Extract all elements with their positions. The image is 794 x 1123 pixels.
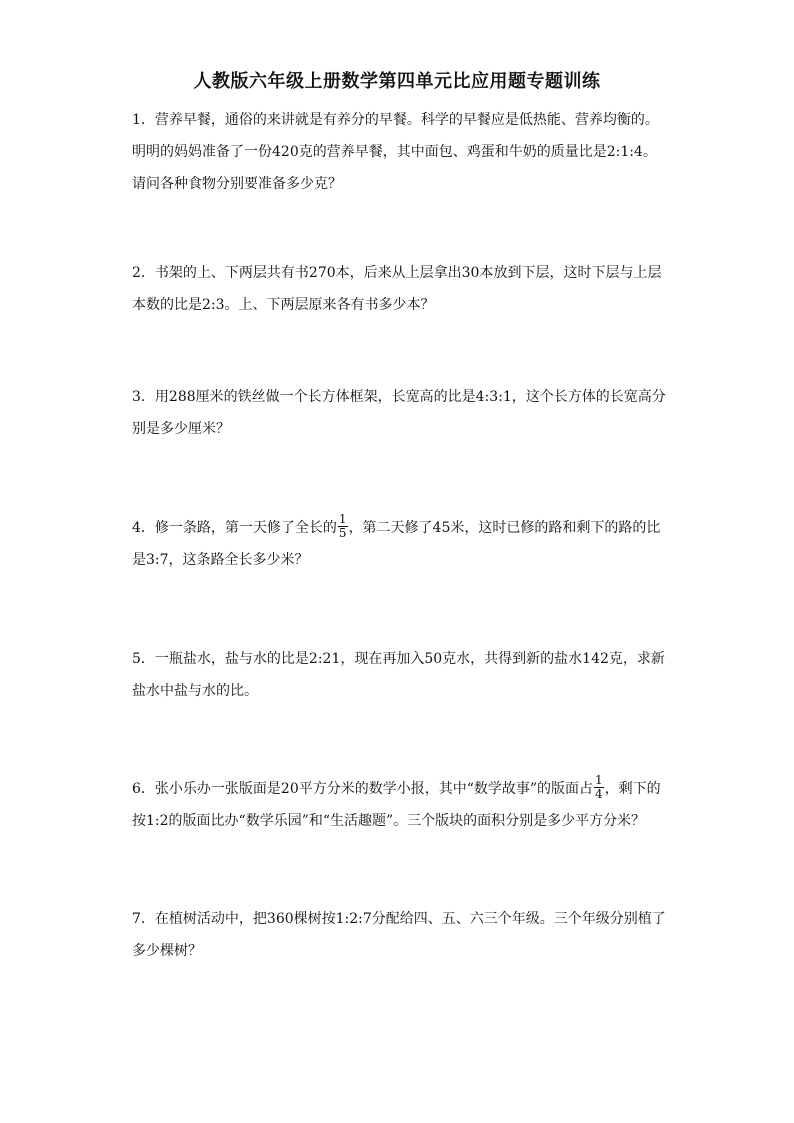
page-title: 人教版六年级上册数学第四单元比应用题专题训练 — [193, 71, 601, 92]
question-text: 4．修一条路，第一天修了全长的 — [132, 520, 337, 536]
question-text: 6．张小乐办一张版面是20平方分米的数学小报，其中“数学故事”的版面占 — [132, 781, 594, 797]
question-text: 3．用288厘米的铁丝做一个长方体框架，长宽高的比是4:3:1，这个长方体的长宽高分别是多少厘米？ — [132, 389, 666, 437]
question-text: 7．在植树活动中，把360棵树按1:2:7分配给四、五、六三个年级。三个年级分别植了多少棵树？ — [132, 911, 666, 959]
fraction-denominator: 4 — [595, 786, 603, 801]
question-7 — [132, 903, 667, 967]
question-text: 2．书架的上、下两层共有书270本，后来从上层拿出30本放到下层，这时下层与上层本数的比是2:3。上、下两层原来各有书多少本？ — [132, 265, 662, 313]
question-text-continued: ，剩下的按1:2的版面比办“数学乐园”和“生活趣题”。三个版块的面积分别是多少平方分米？ — [132, 781, 661, 829]
question-2 — [132, 257, 667, 321]
fraction — [594, 774, 604, 801]
fraction-denominator: 5 — [338, 525, 347, 540]
question-3 — [132, 381, 667, 445]
fraction — [338, 513, 348, 540]
question-text: 5．一瓶盐水，盐与水的比是2:21，现在再加入50克水，共得到新的盐水142克，求新盐水中盐与水的比。 — [132, 651, 665, 699]
question-text-continued: ，第二天修了45米，这时已修的路和剩下的路的比是3:7，这条路全长多少米？ — [132, 520, 661, 568]
question-text: 1．营养早餐，通俗的来讲就是有养分的早餐。科学的早餐应是低热能、营养均衡的。明明的妈妈准备了一份420克的营养早餐，其中面包、鸡蛋和牛奶的质量比是2:1:4。请问各种食物分别要准备多少克？ — [132, 112, 659, 192]
question-6 — [132, 773, 667, 837]
question-1 — [132, 104, 667, 200]
fraction-numerator: 1 — [338, 511, 347, 526]
fraction-numerator: 1 — [595, 772, 603, 787]
question-4 — [132, 512, 667, 576]
question-5 — [132, 643, 667, 707]
